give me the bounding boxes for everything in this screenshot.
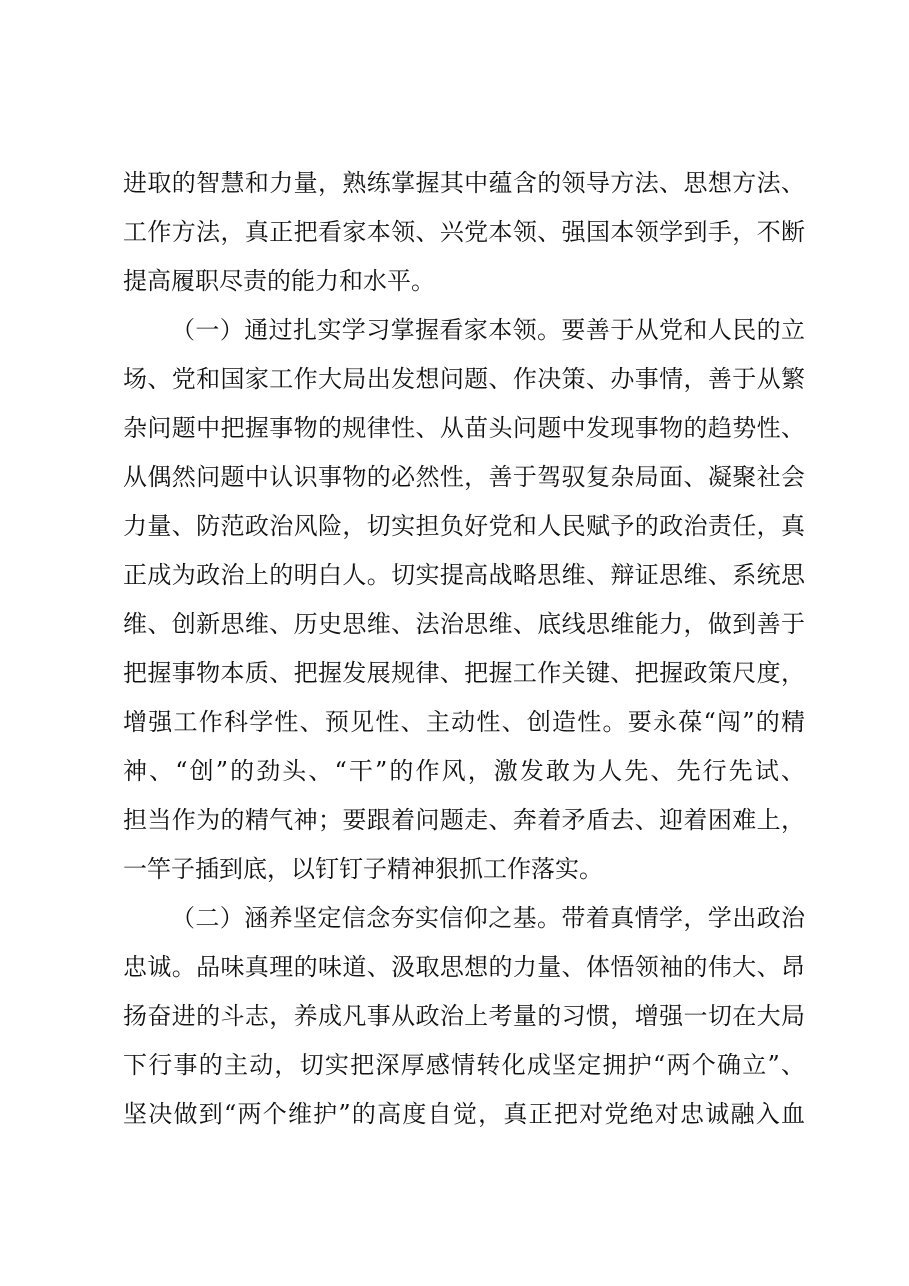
text-line: 把握事物本质、把握发展规律、把握工作关键、把握政策尺度， — [123, 659, 805, 687]
text-line: 一竿子插到底，以钉钉子精神狠抓工作落实。 — [123, 855, 603, 883]
text-line: 杂问题中把握事物的规律性、从苗头问题中发现事物的趋势性、 — [123, 414, 805, 442]
text-line: 维、创新思维、历史思维、法治思维、底线思维能力，做到善于 — [123, 610, 805, 638]
section-heading-line: （一）通过扎实学习掌握看家本领。要善于从党和人民的立 — [171, 316, 805, 344]
text-line: 增强工作科学性、预见性、主动性、创造性。要永葆“闯”的精 — [123, 708, 805, 736]
text-line: 担当作为的精气神；要跟着问题走、奔着矛盾去、迎着困难上， — [123, 806, 805, 834]
text-line: 坚决做到“两个维护”的高度自觉，真正把对党绝对忠诚融入血 — [123, 1100, 805, 1128]
text-line: 忠诚。品味真理的味道、汲取思想的力量、体悟领袖的伟大、昂 — [123, 953, 805, 981]
text-line: 扬奋进的斗志，养成凡事从政治上考量的习惯，增强一切在大局 — [123, 1002, 805, 1030]
text-line: 提高履职尽责的能力和水平。 — [123, 267, 435, 295]
text-line: 工作方法，真正把看家本领、兴党本领、强国本领学到手，不断 — [123, 218, 805, 246]
text-line: 场、党和国家工作大局出发想问题、作决策、办事情，善于从繁 — [123, 365, 805, 393]
text-line: 正成为政治上的明白人。切实提高战略思维、辩证思维、系统思 — [123, 561, 805, 589]
text-line: 力量、防范政治风险，切实担负好党和人民赋予的政治责任，真 — [123, 512, 805, 540]
text-line: 神、“创”的劲头、“干”的作风，激发敢为人先、先行先试、 — [123, 757, 805, 785]
section-heading-line: （二）涵养坚定信念夯实信仰之基。带着真情学，学出政治 — [171, 904, 805, 932]
text-line: 下行事的主动，切实把深厚感情转化成坚定拥护“两个确立”、 — [123, 1051, 805, 1079]
text-line: 从偶然问题中认识事物的必然性，善于驾驭复杂局面、凝聚社会 — [123, 463, 805, 491]
text-line: 进取的智慧和力量，熟练掌握其中蕴含的领导方法、思想方法、 — [123, 169, 805, 197]
